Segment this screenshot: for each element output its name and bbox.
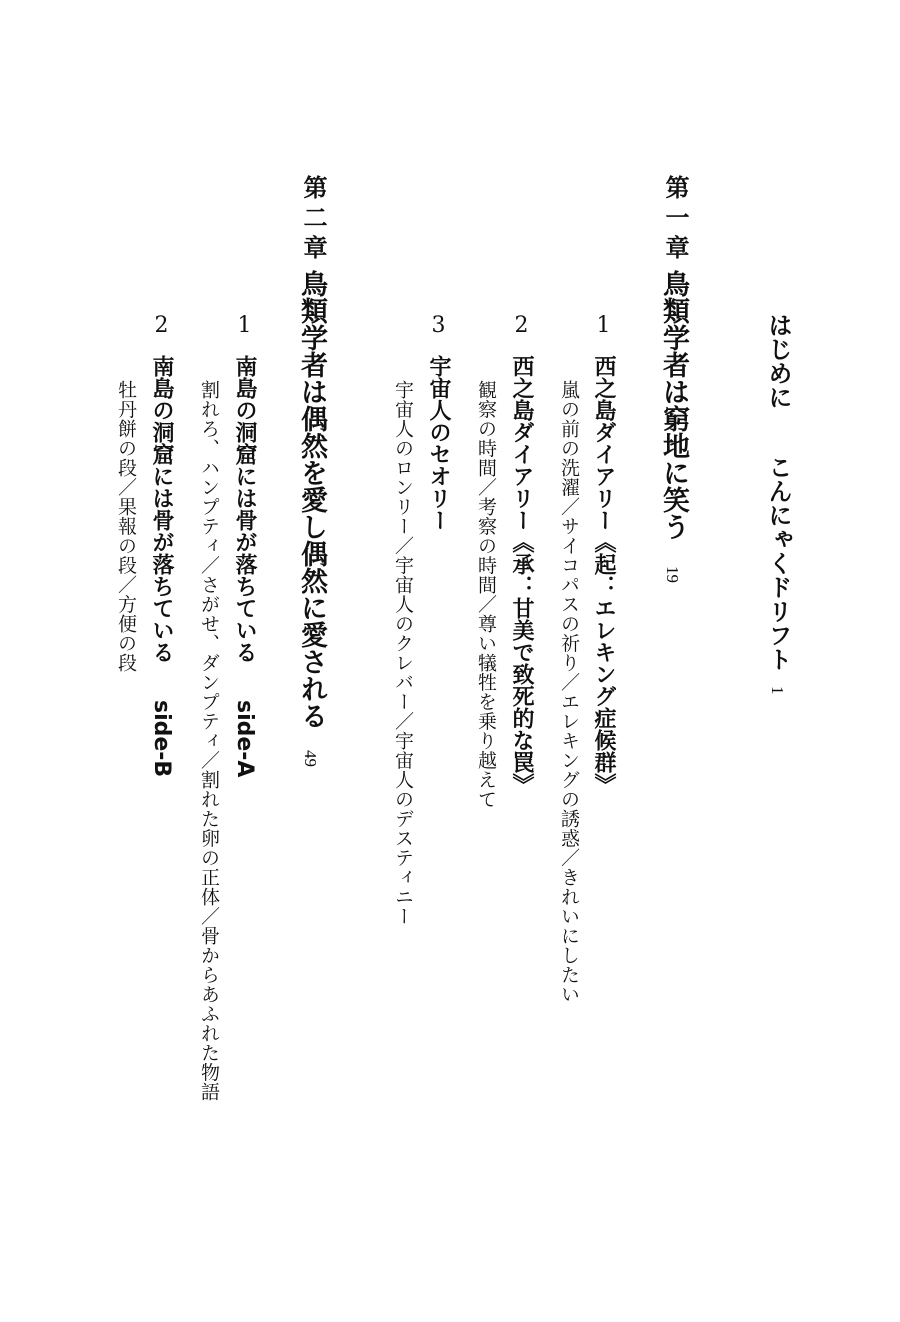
chapter1-title: 鳥類学者は窮地に笑う	[658, 270, 689, 540]
chapter1-section3-title: 宇宙人のセオリー	[426, 355, 451, 531]
chapter1-section2-number: 2	[509, 313, 534, 335]
intro-page-number: 1	[768, 686, 787, 695]
chapter2-section2-title: 南島の洞窟には骨が落ちている	[149, 355, 174, 663]
chapter1-section2-title: 西之島ダイアリー《承：甘美で致死的な罠》	[509, 355, 534, 795]
chapter2-page-number: 49	[301, 750, 320, 767]
chapter2-section1-side: side-A	[232, 700, 257, 778]
chapter2-section2-side: side-B	[149, 700, 174, 778]
chapter2-section2-number: 2	[149, 313, 174, 335]
chapter1-section3-subtitle: 宇宙人のロンリー／宇宙人のクレバー／宇宙人のデスティニー	[392, 380, 414, 926]
chapter1-section2-subtitle: 観察の時間／考察の時間／尊い犠牲を乗り越えて	[475, 380, 497, 809]
chapter2-section2-subtitle: 牡丹餅の段／果報の段／方便の段	[115, 380, 137, 673]
chapter2-title: 鳥類学者は偶然を愛し偶然に愛される	[296, 270, 327, 729]
chapter1-page-number: 19	[663, 566, 682, 583]
chapter1-section1-subtitle: 嵐の前の洗濯／サイコパスの祈り／エレキングの誘惑／きれいにしたい	[558, 380, 580, 1004]
intro-title: こんにゃくドリフト	[764, 455, 792, 671]
chapter1-section1-number: 1	[591, 313, 616, 335]
chapter1-section3-number: 3	[426, 313, 451, 335]
intro-heading: はじめに	[764, 313, 792, 409]
chapter2-section1-number: 1	[232, 313, 257, 335]
chapter1-section1-title: 西之島ダイアリー《起：エレキング症候群》	[591, 355, 616, 795]
chapter2-section1-title: 南島の洞窟には骨が落ちている	[232, 355, 257, 663]
chapter1-label: 第一章	[661, 175, 689, 265]
chapter2-section1-subtitle: 割れろ、ハンプティ／さがせ、ダンプティ／割れた卵の正体／骨からあふれた物語	[198, 380, 220, 1102]
chapter2-label: 第二章	[299, 175, 327, 265]
